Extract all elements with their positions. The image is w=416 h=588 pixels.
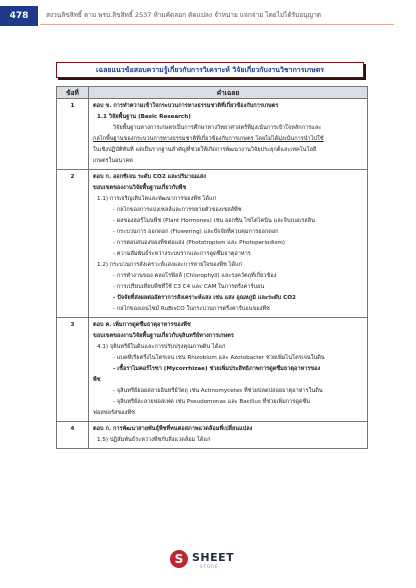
sheet-store-logo [170,548,250,572]
header-divider [40,24,394,25]
answer-line: ตอบ ข. การทำความเข้าใจกระบวนการทางธรรมชาติที่เกี่ยวข้องกับการเกษตร [93,103,279,109]
answer-line: 1.2) กระบวนการสังเคราะห์แสงและการหายใจของพืช ได้แก่ [97,262,242,268]
answer-line: ขอบเขตของงานวิจัยพื้นฐานเกี่ยวกับพืช [93,185,187,191]
question-number: 4 [57,422,89,449]
answer-line: - กลไกของเอนไซม์ RuBisCO ในกระบวนการตรึงคาร์บอนของพืช [113,306,270,312]
table-row [57,170,368,318]
section-title: เฉลยแนวข้อสอบความรู้เกี่ยวกับการวิเคราะห์ วิจัยเกี่ยวกับงานวิชาการเกษตร [95,66,325,74]
table-row [57,422,368,449]
logo-subtext: STORE [200,564,219,569]
section-title-box [56,62,364,78]
answer-line: ตอบ ก. การพัฒนาสายพันธุ์พืชที่ทนต่อสภาพแวดล้อมที่เปลี่ยนแปลง [93,426,253,432]
answer-line: - การทำงานของ คลอโรฟิลล์ (Chlorophyll) และรงควัตถุที่เกี่ยวข้อง [113,273,277,279]
answer-table [56,86,368,449]
logo-mark-icon: S [170,550,188,568]
answer-line: - ผลของฮอร์โมนพืช (Plant Hormones) เช่น ออกซิน ไซโตไคนิน และจิบเบอเรลลิน [113,218,315,224]
answer-line: ตอบ ค. เพิ่มการดูดซึมธาตุอาหารของพืช [93,322,191,328]
answer-line: เกษตรในอนาคต [93,158,133,164]
answer-line: 1.5) ปฏิสัมพันธ์ระหว่างพืชกับสิ่งแวดล้อม ได้แก่ [97,437,211,443]
answer-line: - การเปรียบเทียบพืชที่ใช้ C3 C4 และ CAM ในการตรึงคาร์บอน [113,284,265,290]
column-header-answer: คำเฉลย [89,87,368,99]
question-number: 1 [57,99,89,170]
answer-line: 4.1) จุลินทรีย์ในดินและการปรับปรุงคุณภาพดิน ได้แก่ [97,344,226,350]
answer-line: - กลไกของการแบ่งเซลล์และการขยายตัวของเซลล์พืช [113,207,242,213]
answer-line: ตอบ ก. ออกซิเจน ระดับ CO2 และปริมาณแสง [93,174,207,180]
answer-line: พืช [93,377,101,383]
logo-text: SHEET [192,551,235,564]
answer-line: - กระบวนการ ออกดอก (Flowering) และปัจจัยที่ควบคุมการออกดอก [113,229,279,235]
answer-line: - การตอบสนองของพืชต่อแสง (Phototropism และ Photoperiodism) [113,240,285,246]
answer-line: 1.1 วิจัยพื้นฐาน (Basic Research) [97,114,191,120]
answer-line: ขอบเขตของงานวิจัยพื้นฐานเกี่ยวกับจุลินทรีย์ทางการเกษตร [93,333,234,339]
answer-cell [89,422,368,449]
answer-line: - ปัจจัยที่ส่งผลต่ออัตราการสังเคราะห์แสง เช่น แสง อุณหภูมิ และระดับ CO2 [113,295,296,301]
answer-cell [89,318,368,422]
page-number: 478 [0,6,38,26]
answer-line: - เชื้อราไมคอร์ไรซา (Mycorrhizae) ช่วยเพิ่มประสิทธิภาพการดูดซึมธาตุอาหารของ [113,366,321,372]
table-row [57,99,368,170]
answer-cell [89,170,368,318]
page-header [0,0,416,33]
table-header-row [57,87,368,99]
answer-line: ฟอสฟอรัสของพืช [93,410,135,416]
copyright-notice: สงวนลิขสิทธิ์ ตาม พรบ.ลิขสิทธิ์ 2537 ห้ามคัดลอก ดัดแปลง จำหน่าย แจกจ่าย โดยไม่ได้รับอนุญาต [46,11,322,19]
question-number: 2 [57,170,89,318]
question-number: 3 [57,318,89,422]
answer-cell [89,99,368,170]
answer-line: 1.1) การเจริญเติบโตและพัฒนาการของพืช ได้แก่ [97,196,216,202]
column-header-number: ข้อที่ [57,87,89,99]
answer-line: วิจัยพื้นฐานทางการเกษตรเป็นการศึกษาทางวิทยาศาสตร์ที่มุ่งเน้นการเข้าใจหลักการและ [113,125,322,131]
answer-line: - จุลินทรีย์ย่อยสลายอินทรีย์วัตถุ เช่น Actinomycetes ที่ช่วยปลดปล่อยธาตุอาหารในดิน [113,388,323,394]
answer-line: - แบคทีเรียตรึงไนโตรเจน เช่น Rhizobium และ Azotobacter ช่วยเพิ่มไนโตรเจนในดิน [113,355,325,361]
answer-line: - ความสัมพันธ์ระหว่างระบบรากและการดูดซึมธาตุอาหาร [113,251,251,257]
answer-line: กลไกพื้นฐานของกระบวนการทางธรรมชาติที่เกี่ยวข้องกับการเกษตร โดยไม่ได้มุ่งเน้นการนำไปใช้ [93,136,324,142]
answer-line: - จุลินทรีย์ละลายฟอสเฟต เช่น Pseudomonas และ Bacillus ที่ช่วยเพิ่มการดูดซึม [113,399,311,405]
table-row [57,318,368,422]
answer-line: ในเชิงปฏิบัติทันที แต่เป็นรากฐานสำคัญที่ช่วยให้เกิดการพัฒนางานวิจัยประยุกต์และเทคโนโลยี [93,147,317,153]
